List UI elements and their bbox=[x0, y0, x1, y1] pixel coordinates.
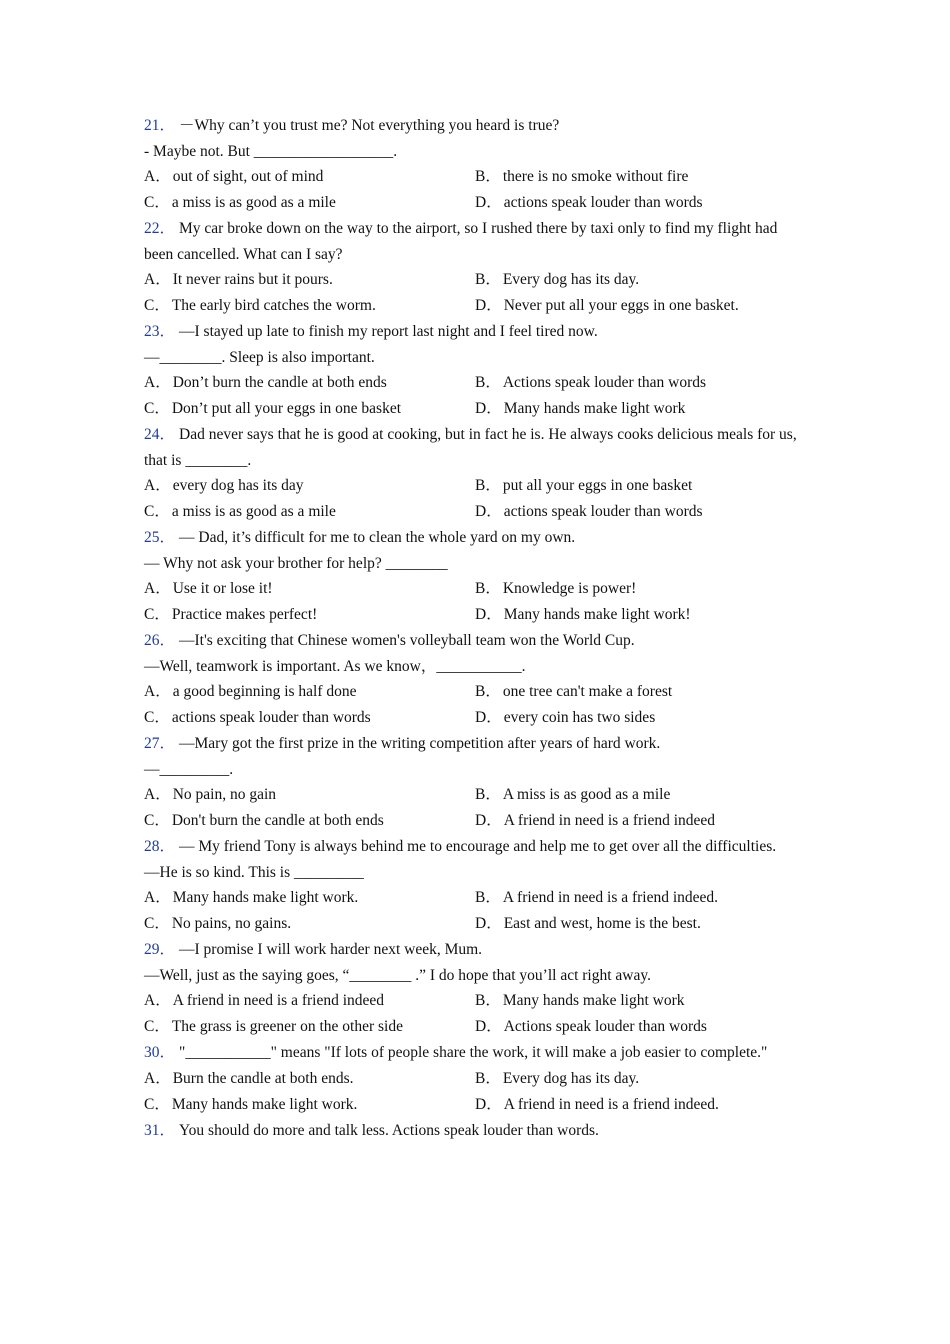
option-c: C． a miss is as good as a mile bbox=[144, 503, 336, 520]
question-number: 25． bbox=[144, 529, 176, 546]
option-d: D． actions speak louder than words bbox=[475, 194, 703, 211]
question-number: 31． bbox=[144, 1121, 176, 1139]
question-text: －Why can’t you trust me? Not everything you heard is true? bbox=[179, 117, 560, 134]
question-text: — My friend Tony is always behind me to encourage and help me to get over all the difficulties. bbox=[179, 838, 777, 855]
option-c: C． The grass is greener on the other side bbox=[144, 1018, 403, 1035]
question-30 bbox=[144, 1040, 806, 1118]
option-b: B． Every dog has its day. bbox=[475, 271, 640, 288]
question-text: My car broke down on the way to the airport, so I rushed there by taxi only to find my flight had been cancelled. What can I say? bbox=[144, 220, 778, 263]
question-21 bbox=[144, 113, 806, 216]
question-22 bbox=[144, 216, 806, 319]
question-23 bbox=[144, 319, 806, 422]
option-d: D． A friend in need is a friend indeed bbox=[475, 812, 716, 829]
option-a: A． A friend in need is a friend indeed bbox=[144, 992, 385, 1009]
question-24 bbox=[144, 422, 806, 525]
option-a: A． out of sight, out of mind bbox=[144, 168, 324, 185]
question-27 bbox=[144, 731, 806, 834]
question-text: —I promise I will work harder next week, Mum. bbox=[179, 941, 483, 958]
option-b: B． Many hands make light work bbox=[475, 992, 685, 1009]
question-28 bbox=[144, 834, 806, 937]
question-text: —It's exciting that Chinese women's volleyball team won the World Cup. bbox=[179, 632, 635, 649]
option-c: C． Don't burn the candle at both ends bbox=[144, 812, 384, 829]
option-a: A． No pain, no gain bbox=[144, 786, 277, 803]
question-number: 26． bbox=[144, 632, 176, 649]
option-c: C． a miss is as good as a mile bbox=[144, 194, 336, 211]
question-number: 23． bbox=[144, 323, 176, 340]
option-a: A． Use it or lose it! bbox=[144, 580, 273, 597]
option-b: B． Knowledge is power! bbox=[475, 580, 637, 597]
question-text: —Well, teamwork is important. As we know，___________. bbox=[144, 657, 526, 675]
option-c: C． The early bird catches the worm. bbox=[144, 297, 376, 314]
question-31 bbox=[144, 1118, 806, 1144]
option-b: B． Actions speak louder than words bbox=[475, 374, 707, 391]
question-26 bbox=[144, 628, 806, 731]
option-b: B． A miss is as good as a mile bbox=[475, 786, 671, 803]
question-text: — Why not ask your brother for help? ________ bbox=[144, 554, 448, 572]
option-a: A． a good beginning is half done bbox=[144, 683, 357, 700]
question-text: - Maybe not. But __________________. bbox=[144, 142, 398, 160]
option-c: C． Don’t put all your eggs in one basket bbox=[144, 400, 402, 417]
option-b: B． there is no smoke without fire bbox=[475, 168, 689, 185]
question-text: You should do more and talk less. Actions speak louder than words. bbox=[179, 1121, 599, 1139]
option-a: A． Burn the candle at both ends. bbox=[144, 1069, 354, 1087]
option-d: D． every coin has two sides bbox=[475, 709, 656, 726]
option-b: B． Every dog has its day. bbox=[475, 1069, 640, 1087]
question-29 bbox=[144, 937, 806, 1040]
option-d: D． East and west, home is the best. bbox=[475, 915, 701, 932]
option-b: B． one tree can't make a forest bbox=[475, 683, 673, 700]
option-c: C． actions speak louder than words bbox=[144, 709, 371, 726]
question-number: 27． bbox=[144, 735, 176, 752]
question-text: —He is so kind. This is _________ bbox=[144, 863, 364, 881]
question-text: —Mary got the first prize in the writing competition after years of hard work. bbox=[179, 735, 661, 752]
option-b: B． A friend in need is a friend indeed. bbox=[475, 889, 719, 906]
question-number: 22． bbox=[144, 220, 176, 237]
question-number: 29． bbox=[144, 941, 176, 958]
option-d: D． Never put all your eggs in one basket. bbox=[475, 297, 739, 314]
option-a: A． Many hands make light work. bbox=[144, 889, 359, 906]
option-d: D． Actions speak louder than words bbox=[475, 1018, 707, 1035]
option-d: D． actions speak louder than words bbox=[475, 503, 703, 520]
question-text: —Well, just as the saying goes, “________ .” I do hope that you’ll act right away. bbox=[144, 966, 651, 984]
question-25 bbox=[144, 525, 806, 628]
option-c: C． No pains, no gains. bbox=[144, 915, 292, 932]
option-a: A． It never rains but it pours. bbox=[144, 271, 333, 288]
question-list bbox=[144, 113, 806, 1143]
option-d: D． A friend in need is a friend indeed. bbox=[475, 1095, 719, 1113]
question-text: Dad never says that he is good at cooking, but in fact he is. He always cooks delicious meals for us, that is ________. bbox=[144, 426, 797, 469]
option-c: C． Practice makes perfect! bbox=[144, 606, 318, 623]
option-d: D． Many hands make light work! bbox=[475, 606, 691, 623]
question-text: — Dad, it’s difficult for me to clean the whole yard on my own. bbox=[179, 529, 576, 546]
question-text: —I stayed up late to finish my report last night and I feel tired now. bbox=[179, 323, 598, 340]
option-b: B． put all your eggs in one basket bbox=[475, 477, 693, 494]
question-number: 21． bbox=[144, 117, 176, 134]
question-text: —_________. bbox=[144, 760, 234, 778]
question-text: "___________" means "If lots of people share the work, it will make a job easier to complete." bbox=[179, 1044, 768, 1061]
question-number: 24． bbox=[144, 426, 176, 443]
question-number: 28． bbox=[144, 838, 176, 855]
question-text: —________. Sleep is also important. bbox=[144, 348, 375, 366]
option-d: D． Many hands make light work bbox=[475, 400, 686, 417]
option-a: A． every dog has its day bbox=[144, 477, 304, 494]
option-a: A． Don’t burn the candle at both ends bbox=[144, 374, 387, 391]
option-c: C． Many hands make light work. bbox=[144, 1095, 358, 1113]
question-number: 30． bbox=[144, 1044, 176, 1061]
